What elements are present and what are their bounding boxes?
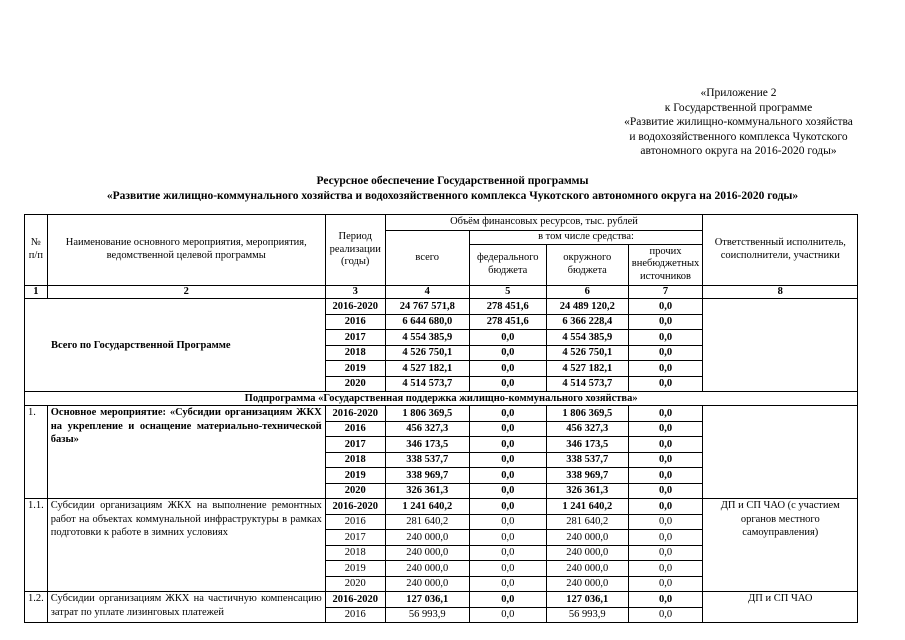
col-number: 2: [47, 285, 325, 299]
period-cell: 2016: [325, 514, 385, 530]
appendix-line: к Государственной программе: [664, 101, 813, 114]
row-number: 1.: [25, 406, 48, 499]
value-cell: 0,0: [628, 592, 703, 608]
value-cell: 240 000,0: [546, 530, 628, 546]
period-cell: 2016-2020: [325, 592, 385, 608]
value-cell: 338 969,7: [385, 468, 469, 484]
value-cell: 4 554 385,9: [385, 330, 469, 346]
period-cell: 2019: [325, 561, 385, 577]
value-cell: 0,0: [628, 452, 703, 468]
period-cell: 2017: [325, 530, 385, 546]
value-cell: 0,0: [628, 576, 703, 592]
header-including: в том числе средства:: [469, 231, 703, 245]
value-cell: 278 451,6: [469, 314, 546, 330]
value-cell: 338 537,7: [385, 452, 469, 468]
value-cell: 0,0: [628, 437, 703, 453]
col-number: 3: [325, 285, 385, 299]
value-cell: 0,0: [469, 345, 546, 361]
header-federal: федерального бюджета: [469, 244, 546, 285]
period-cell: 2016-2020: [325, 499, 385, 515]
value-cell: 0,0: [469, 607, 546, 623]
col-number: 4: [385, 285, 469, 299]
period-cell: 2018: [325, 545, 385, 561]
value-cell: 0,0: [628, 330, 703, 346]
table-row: [25, 499, 858, 515]
value-cell: 240 000,0: [546, 545, 628, 561]
value-cell: 0,0: [628, 499, 703, 515]
period-cell: 2016-2020: [325, 299, 385, 315]
value-cell: 0,0: [469, 576, 546, 592]
value-cell: 0,0: [628, 421, 703, 437]
value-cell: 281 640,2: [385, 514, 469, 530]
value-cell: 240 000,0: [385, 530, 469, 546]
appendix-line: «Развитие жилищно-коммунального хозяйства: [624, 116, 853, 128]
value-cell: 278 451,6: [469, 299, 546, 315]
value-cell: 0,0: [469, 514, 546, 530]
col-number: 1: [25, 285, 48, 299]
col-number: 6: [546, 285, 628, 299]
value-cell: 0,0: [469, 330, 546, 346]
subprogram-row: [25, 392, 858, 406]
row-name: Основное мероприятие: «Субсидии организациям ЖКХ на укрепление и оснащение материально-технической базы»: [47, 406, 325, 499]
value-cell: 326 361,3: [546, 483, 628, 499]
responsible-cell: [703, 406, 858, 499]
document-title: [0, 174, 905, 204]
value-cell: 0,0: [628, 345, 703, 361]
value-cell: 338 969,7: [546, 468, 628, 484]
header-name: Наименование основного мероприятия, мероприятия, ведомственной целевой программы: [47, 215, 325, 286]
value-cell: 4 527 182,1: [385, 361, 469, 377]
table-row: [25, 592, 858, 608]
period-cell: 2016: [325, 421, 385, 437]
table-row: [25, 406, 858, 422]
value-cell: 338 537,7: [546, 452, 628, 468]
header-other: прочих внебюджетных источников: [628, 244, 703, 285]
col-number: 5: [469, 285, 546, 299]
value-cell: 0,0: [469, 437, 546, 453]
value-cell: 240 000,0: [385, 576, 469, 592]
value-cell: 4 527 182,1: [546, 361, 628, 377]
col-number: 8: [703, 285, 858, 299]
responsible-cell: [703, 299, 858, 392]
column-numbers-row: [25, 285, 858, 299]
value-cell: 0,0: [628, 299, 703, 315]
value-cell: 0,0: [628, 483, 703, 499]
row-number: 1.2.: [25, 592, 48, 623]
value-cell: 127 036,1: [385, 592, 469, 608]
value-cell: 240 000,0: [546, 561, 628, 577]
table-body: [25, 299, 858, 623]
value-cell: 0,0: [628, 514, 703, 530]
value-cell: 240 000,0: [385, 561, 469, 577]
value-cell: 1 806 369,5: [546, 406, 628, 422]
value-cell: 0,0: [628, 314, 703, 330]
value-cell: 346 173,5: [385, 437, 469, 453]
period-cell: 2016: [325, 607, 385, 623]
period-cell: 2019: [325, 468, 385, 484]
value-cell: 1 241 640,2: [546, 499, 628, 515]
period-cell: 2016: [325, 314, 385, 330]
value-cell: 56 993,9: [385, 607, 469, 623]
value-cell: 456 327,3: [546, 421, 628, 437]
value-cell: 0,0: [469, 561, 546, 577]
value-cell: 240 000,0: [546, 576, 628, 592]
value-cell: 0,0: [469, 530, 546, 546]
value-cell: 0,0: [628, 361, 703, 377]
responsible-cell: ДП и СП ЧАО (с участием органов местного самоуправления): [703, 499, 858, 592]
value-cell: 6 366 228,4: [546, 314, 628, 330]
period-cell: 2018: [325, 345, 385, 361]
value-cell: 24 489 120,2: [546, 299, 628, 315]
value-cell: 1 806 369,5: [385, 406, 469, 422]
value-cell: 0,0: [628, 376, 703, 392]
appendix-header: [596, 86, 881, 159]
value-cell: 0,0: [628, 561, 703, 577]
value-cell: 0,0: [469, 592, 546, 608]
period-cell: 2020: [325, 483, 385, 499]
value-cell: 0,0: [628, 468, 703, 484]
value-cell: 0,0: [469, 545, 546, 561]
resource-table: [24, 214, 858, 623]
header-num: № п/п: [25, 215, 48, 286]
value-cell: 0,0: [628, 406, 703, 422]
value-cell: 456 327,3: [385, 421, 469, 437]
value-cell: 0,0: [469, 406, 546, 422]
title-line-1: Ресурсное обеспечение Государственной программы: [316, 175, 589, 187]
col-number: 7: [628, 285, 703, 299]
value-cell: 0,0: [469, 499, 546, 515]
value-cell: 0,0: [628, 530, 703, 546]
total-name: Всего по Государственной Программе: [25, 299, 326, 392]
value-cell: 4 554 385,9: [546, 330, 628, 346]
appendix-line: и водохозяйственного комплекса Чукотского: [629, 130, 848, 143]
row-name: Субсидии организациям ЖКХ на выполнение ремонтных работ на объектах коммунальной инфраструктуры в рамках подготовки к работе в зимних условиях: [47, 499, 325, 592]
row-name: Субсидии организациям ЖКХ на частичную компенсацию затрат по уплате лизинговых платежей: [47, 592, 325, 623]
header-period: Период реализации (годы): [325, 215, 385, 286]
period-cell: 2018: [325, 452, 385, 468]
value-cell: 24 767 571,8: [385, 299, 469, 315]
period-cell: 2016-2020: [325, 406, 385, 422]
value-cell: 4 526 750,1: [546, 345, 628, 361]
value-cell: 326 361,3: [385, 483, 469, 499]
period-cell: 2020: [325, 376, 385, 392]
header-district: окружного бюджета: [546, 244, 628, 285]
table-row: [25, 299, 858, 315]
period-cell: 2017: [325, 330, 385, 346]
appendix-line: автономного округа на 2016-2020 годы»: [640, 145, 837, 157]
value-cell: 6 644 680,0: [385, 314, 469, 330]
header-total: всего: [385, 231, 469, 286]
value-cell: 346 173,5: [546, 437, 628, 453]
value-cell: 4 514 573,7: [385, 376, 469, 392]
value-cell: 0,0: [628, 607, 703, 623]
row-number: 1.1.: [25, 499, 48, 592]
value-cell: 0,0: [469, 376, 546, 392]
value-cell: 0,0: [628, 545, 703, 561]
title-line-2: «Развитие жилищно-коммунального хозяйства и водохозяйственного комплекса Чукотского автономного округа на 2016-2020 годы»: [106, 190, 799, 202]
value-cell: 1 241 640,2: [385, 499, 469, 515]
responsible-cell: ДП и СП ЧАО: [703, 592, 858, 623]
value-cell: 0,0: [469, 421, 546, 437]
value-cell: 0,0: [469, 483, 546, 499]
period-cell: 2020: [325, 576, 385, 592]
value-cell: 0,0: [469, 468, 546, 484]
value-cell: 240 000,0: [385, 545, 469, 561]
value-cell: 281 640,2: [546, 514, 628, 530]
period-cell: 2019: [325, 361, 385, 377]
value-cell: 127 036,1: [546, 592, 628, 608]
value-cell: 0,0: [469, 452, 546, 468]
period-cell: 2017: [325, 437, 385, 453]
value-cell: 4 514 573,7: [546, 376, 628, 392]
subprogram-title: Подпрограмма «Государственная поддержка жилищно-коммунального хозяйства»: [25, 392, 858, 406]
value-cell: 4 526 750,1: [385, 345, 469, 361]
header-volume: Объём финансовых ресурсов, тыс. рублей: [385, 215, 703, 231]
value-cell: 56 993,9: [546, 607, 628, 623]
value-cell: 0,0: [469, 361, 546, 377]
appendix-line: «Приложение 2: [700, 87, 777, 99]
header-responsible: Ответственный исполнитель, соисполнители, участники: [703, 215, 858, 286]
